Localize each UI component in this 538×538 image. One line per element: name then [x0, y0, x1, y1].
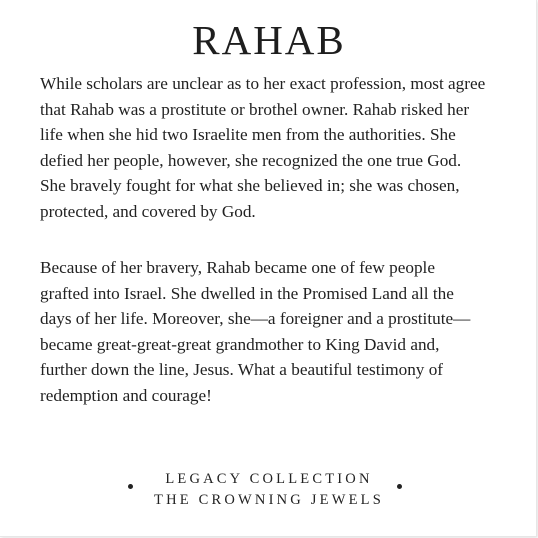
paragraph-line: While scholars are unclear as to her exact profession, most agree: [40, 74, 486, 93]
paragraph-line: defied her people, however, she recognized the one true God.: [40, 150, 462, 170]
paragraph-line: protected, and covered by God.: [40, 201, 256, 221]
page-title: RAHAB: [192, 17, 346, 63]
paragraph-line: redemption and courage!: [40, 385, 212, 405]
paragraph-line: grafted into Israel. She dwelled in the Promised Land all the: [40, 283, 454, 303]
paragraph-line: life when she hid two Israelite men from the authorities. She: [40, 125, 456, 145]
paragraph-line: Because of her bravery, Rahab became one of few people: [40, 258, 435, 277]
footer-line-jewels: THE CROWNING JEWELS: [154, 492, 384, 508]
paragraph-line: became great-great-great grandmother to King David and,: [40, 334, 440, 354]
paragraph-2: [40, 255, 510, 409]
paragraph-line: days of her life. Moreover, she—a foreigner and a prostitute—: [40, 309, 471, 329]
paragraph-1: [40, 71, 510, 225]
paragraph-line: She bravely fought for what she believed in; she was chosen,: [40, 176, 460, 196]
footer-collection: [0, 469, 538, 511]
paragraph-line: further down the line, Jesus. What a beautiful testimony of: [40, 360, 444, 380]
footer-line-collection: LEGACY COLLECTION: [165, 471, 373, 487]
paragraph-line: that Rahab was a prostitute or brothel owner. Rahab risked her: [40, 99, 470, 119]
bullet-dot-icon: [397, 484, 402, 489]
